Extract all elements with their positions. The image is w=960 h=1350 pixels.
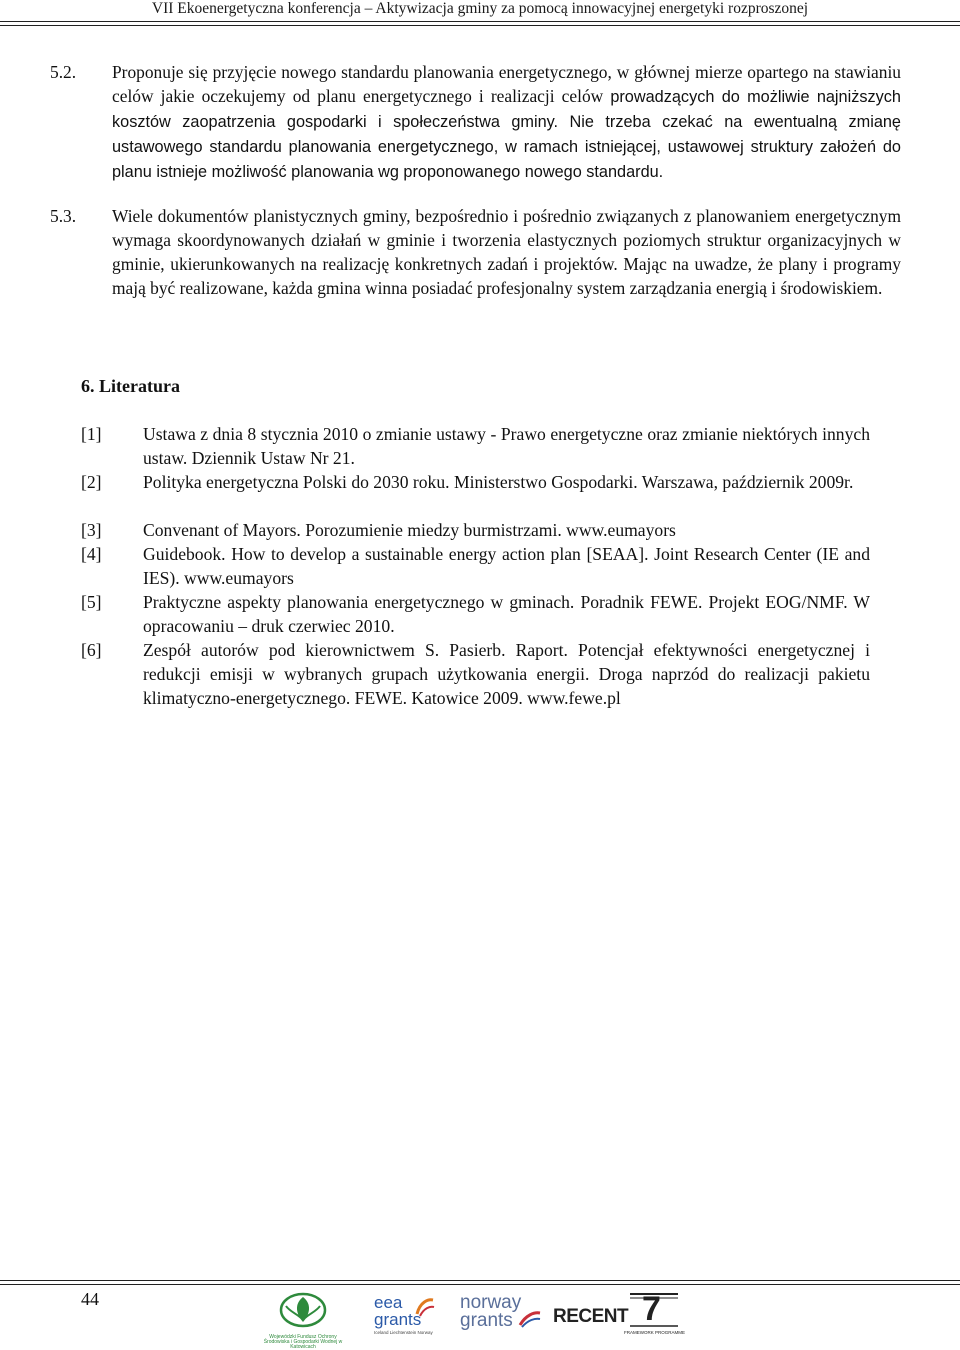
reference-item [81,518,870,542]
reference-number: [6] [81,640,102,660]
header-rule [0,21,960,22]
eea-caption: Iceland Liechtenstein Norway [374,1330,433,1335]
reference-text: Polityka energetyczna Polski do 2030 roku. Ministerstwo Gospodarki. Warszawa, październik 2009r. [143,472,854,492]
eea-word: eea [374,1293,403,1312]
eea-grants-logo [372,1294,442,1340]
reference-number: [5] [81,592,102,612]
footer-rule-thin [0,1284,960,1285]
reference-item [81,638,870,710]
paragraph-5-2 [50,60,901,184]
norway-grants-word: grants [460,1310,513,1331]
wfos-caption: Wojewódzki Fundusz Ochrony Środowiska i Gospodarki Wodnej w Katowicach [263,1334,343,1350]
paragraph-5-3 [50,204,901,300]
running-header [0,0,960,26]
wfos-emblem-icon [258,1292,348,1330]
reference-text: Ustawa z dnia 8 stycznia 2010 o zmianie ustawy - Prawo energetyczne oraz zmianie niektórych innych ustaw. Dziennik Ustaw Nr 21. [143,424,870,468]
paragraph-number: 5.3. [50,206,77,226]
reference-item [81,542,870,590]
reference-text: Praktyczne aspekty planowania energetycznego w gminach. Poradnik FEWE. Projekt EOG/NMF. W opracowaniu – druk czerwiec 2010. [143,592,870,636]
fp7-caption: FRAMEWORK PROGRAMME [624,1330,686,1335]
reference-number: [1] [81,424,102,444]
fp7-numeral: 7 [642,1290,661,1328]
reference-text: Convenant of Mayors. Porozumienie miedzy burmistrzami. www.eumayors [143,520,676,540]
paragraph-text-sans: prowadzących do możliwie najniższych kosztów zaopatrzenia gospodarki i społeczeństwa gminy. Nie trzeba czekać na ewentualną zmianę ustawowego standardu planowania energetycznego, w ramach istniejącej, ustawowej struktury założeń do planu istnieje możliwość planowania wg proponowanego nowego standardu. [112,88,901,181]
reference-item [81,422,870,470]
reference-text: Guidebook. How to develop a sustainable energy action plan [SEAA]. Joint Research Center (IE and IES). www.eumayors [143,544,870,588]
wfos-logo [258,1292,348,1350]
section-heading: 6. Literatura [81,376,180,396]
header-rule-thin [0,25,960,26]
norway-flag-swoosh-icon [518,1307,542,1329]
footer-rule [0,1280,960,1281]
reference-number: [2] [81,472,102,492]
reference-item [81,470,870,494]
paragraph-number: 5.2. [50,62,77,82]
fp7-logo [624,1290,684,1338]
page-number: 44 [81,1289,99,1309]
paragraph-text-serif: Proponuje się przyjęcie nowego standardu planowania energetycznego, w głównej mierze opartego na stawianiu celów jakie oczekujemy od planu energetycznego i realizacji celów [112,62,901,106]
paragraph-text: Wiele dokumentów planistycznych gminy, bezpośrednio i pośrednio związanych z planowaniem energetycznym wymaga skoordynowanych działań w gminie i tworzenia elastycznych poziomych struktur organizacyjnych w gminie, ukierunkowanych na realizację konkretnych zadań i projektów. Mając na uwadze, że plany i programy mają być realizowane, każda gmina winna posiadać profesjonalny system zarządzania energią i środowiskiem. [112,206,901,298]
running-header-title: VII Ekoenergetyczna konferencja – Aktywizacja gminy za pomocą innowacyjnej energetyki rozproszonej [151,0,809,17]
recent-logo [553,1306,629,1330]
reference-number: [4] [81,544,102,564]
norway-grants-logo [460,1293,544,1333]
reference-text: Zespół autorów pod kierownictwem S. Pasierb. Raport. Potencjał efektywności energetycznej i redukcji emisji w wybranych grupach użytkowania energii. Droga naprzód do realizacji pakietu klimatyczno-energetycznego. FEWE. Katowice 2009. www.fewe.pl [143,640,870,708]
norway-word: norway [460,1292,522,1313]
recent-word: RECENT [553,1306,629,1327]
grants-word: grants [374,1310,422,1329]
reference-item [81,590,870,638]
reference-number: [3] [81,520,102,540]
